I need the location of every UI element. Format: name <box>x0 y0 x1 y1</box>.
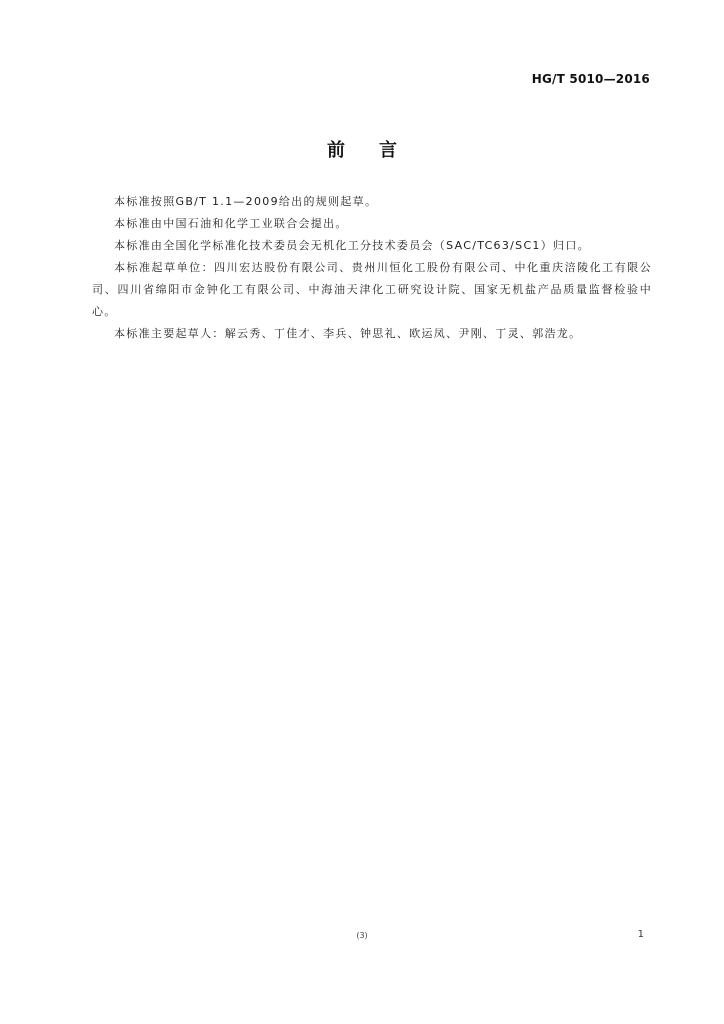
standard-code: HG/T 5010—2016 <box>531 72 650 86</box>
foreword-body <box>92 191 652 345</box>
footer-mark: (3) <box>356 931 368 940</box>
paragraph-drafters: 本标准主要起草人：解云秀、丁佳才、李兵、钟思礼、欧运凤、尹刚、丁灵、郭浩龙。 <box>114 327 582 340</box>
paragraph-proposer: 本标准由中国石油和化学工业联合会提出。 <box>114 217 348 230</box>
paragraph-drafting-rules: 本标准按照GB/T 1.1—2009给出的规则起草。 <box>114 195 378 208</box>
page-number: 1 <box>637 929 644 940</box>
paragraph-drafting-units: 本标准起草单位：四川宏达股份有限公司、贵州川恒化工股份有限公司、中化重庆涪陵化工有限公司、四川省绵阳市金钟化工有限公司、中海油天津化工研究设计院、国家无机盐产品质量监督检验中心。 <box>92 261 652 318</box>
page-title: 前言 <box>327 140 431 161</box>
paragraph-committee: 本标准由全国化学标准化技术委员会无机化工分技术委员会（SAC/TC63/SC1）归口。 <box>114 239 590 252</box>
